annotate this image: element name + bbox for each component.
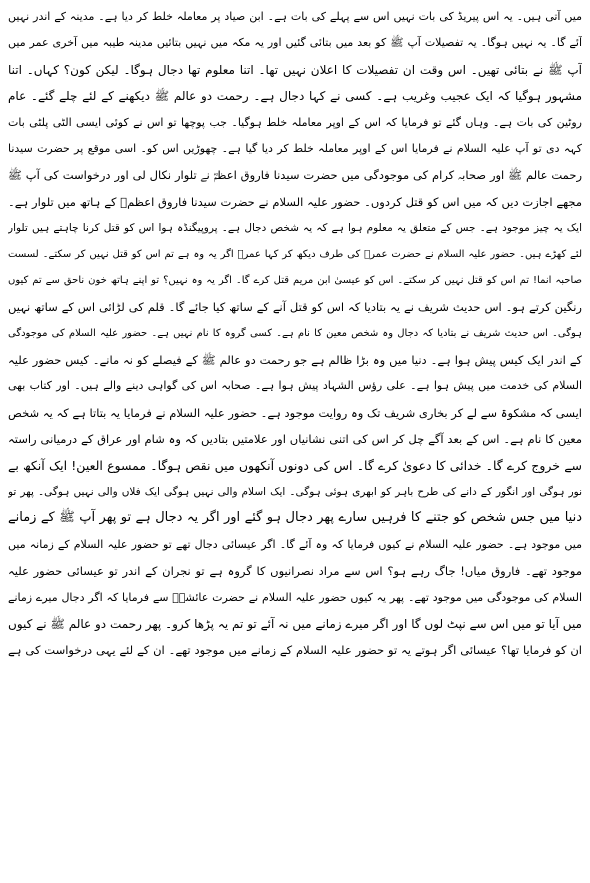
text-line: مشہور ہوگیا کہ ایک عجیب وغریب ہے۔ کسی نے کہا دجال ہے۔ رحمت دو عالم ﷺ دیکھنے کے لئے چلے گئے۔ عام: [8, 89, 582, 104]
text-line: کہہ دی تو آپ علیہ السلام نے فرمایا اس کے اوپر معاملہ خلط کر دیا گیا ہے۔ چھوڑیں اس کو۔ اسی موقع پر حضرت سیدنا: [8, 141, 582, 155]
text-line: آپ ﷺ نے بتائی تھیں۔ اس وقت ان تفصیلات کا اعلان نہیں تھا۔ اتنا معلوم تھا دجال ہوگا۔ لیکن کون؟ کہاں۔ اتنا: [8, 62, 582, 77]
text-line: السلام کی موجودگی میں موجود تھے۔ پھر یہ کیوں حضور علیہ السلام نے حضرت عائشہؓ سے فرمایا کہ اگر دجال میرے زمانے: [8, 590, 582, 604]
text-line: صاحبہ انما! تم اس کو قتل نہیں کر سکتے۔ اس کو عیسیٰ ابن مریم قتل کرے گا۔ اگر یہ وہ نہیں؟ تو اپنے ہاتھ خون ناحق سے تم کیوں: [8, 274, 582, 286]
text-line: السلام کی خدمت میں پیش ہوا ہے۔ علی رؤس الشہاد پیش ہوا ہے۔ صحابہ اس کی گواہی دینے والے ہیں۔ اور کتاب بھی: [8, 379, 582, 393]
text-line: ان کو فرمایا تھا؟ عیسائی اگر ہوتے یہ تو حضور علیہ السلام کے زمانے میں موجود تھے۔ ان کے لئے یہی درخواست کی ہے: [8, 643, 582, 658]
text-line: سے خروج کرے گا۔ خدائی کا دعویٰ کرے گا۔ اس کی دونوں آنکھوں میں نقص ہوگا۔ ممسوع العین! ایک آنکھ بے: [8, 457, 582, 473]
document-page: [8, 4, 582, 879]
text-line: نور ہوگی اور انگور کے دانے کی طرح باہر کو ابھری ہوئی ہوگی۔ ایک اسلام والی نہیں ہوگی ایک فلاں والی نہیں ہوگی۔ پھر تو: [8, 486, 582, 499]
text-line: کے اندر ایک کیس پیش ہوا ہے۔ دنیا میں وہ بڑا ظالم ہے جو رحمت دو عالم ﷺ کے فیصلے کو نہ مانے۔ کیس حضور علیہ: [8, 353, 582, 368]
text-line: رحمت عالم ﷺ اور صحابہ کرام کی موجودگی میں حضرت سیدنا فاروق اعظمؓ نے تلوار نکال لی اور درخواست کی آپ ﷺ: [8, 168, 582, 183]
text-line: مجھے اجازت دیں کہ میں اس کو قتل کردوں۔ حضور علیہ السلام نے حضرت سیدنا فاروق اعظمؓ کے ہاتھ میں تلوار ہے۔: [8, 194, 582, 209]
text-line: آئے گا۔ یہ نہیں ہوگا۔ یہ تفصیلات آپ ﷺ کو بعد میں بتائی گئیں اور یہ مکہ میں نہیں بتائیں مدینہ طیبہ میں آخری عمر میں: [8, 36, 582, 50]
text-line: دنیا میں جس شخص کو جتنے کا فرہیں سارے پھر دجال ہو گئے اور اگر یہ دجال ہے تو پھر آپ ﷺ کے زمانے: [8, 510, 582, 526]
text-line: ایسی کہ مشکوۃ سے لے کر بخاری شریف تک وہ روایت موجود ہے۔ حضور علیہ السلام نے فرمایا یہ بتاتا ہے کہ یہ شخص: [8, 405, 582, 420]
text-line: میں موجود ہے۔ حضور علیہ السلام نے کیوں فرمایا کہ وہ آئے گا۔ اگر عیسائی دجال تھے تو حضور علیہ السلام کے زمانہ میں: [8, 537, 582, 551]
text-line: روٹین کی بات ہے۔ وہاں گئے تو فرمایا کہ اس کے اوپر معاملہ خلط ہوگیا۔ جب پوچھا تو اس نے کوئی ایسی الٹی پلٹی بات: [8, 115, 582, 129]
text-line: لئے کھڑے ہیں۔ حضور علیہ السلام نے حضرت عمرؓ کی طرف دیکھ کر کہا عمرؓ اگر یہ وہ ہے تم اس کو قتل نہیں کر سکتے۔ لسست: [8, 248, 582, 260]
text-line: میں آیا تو میں اس سے نپٹ لوں گا اور اگر میرے زمانے میں نہ آئے تو تم یہ پڑھا کرو۔ پھر رحمت دو عالم ﷺ نے کیوں: [8, 616, 582, 631]
text-line: معین کا نام ہے۔ اس کے بعد آگے چل کر اس کی اتنی نشانیاں اور علامتیں بتادیں کہ وہ شام اور عراق کے درمیانی راستہ: [8, 432, 582, 447]
text-line: ہوگی۔ اس حدیث شریف نے بتادیا کہ دجال وہ شخص معین کا نام ہے۔ کسی گروہ کا نام نہیں ہے۔ حضور علیہ السلام کی موجودگی: [8, 327, 582, 339]
text-line: ایک یہ چیز موجود ہے۔ جس کے متعلق یہ معلوم ہوا ہے کہ یہ شخص دجال ہے۔ پروپیگنڈہ ہوا اس کو قتل کرنا چاہتے ہیں تلوار: [8, 222, 582, 235]
text-line: موجود تھے۔ فاروق میاں! جاگ رہے ہو؟ اس سے مراد نصرانیوں کا گروہ ہے تو نجران کے اندر تو عیسائی حضور علیہ: [8, 564, 582, 579]
text-line: میں آتی ہیں۔ یہ اس پیریڈ کی بات نہیں اس سے پہلے کی بات ہے۔ ابن صیاد پر معاملہ خلط کر دیا ہے۔ مدینہ کے اندر نہیں: [8, 10, 582, 23]
text-line: رنگین کرتے ہو۔ اس حدیث شریف نے یہ بتادیا کہ اس کو قتل آنے کے ساتھ کیا جائے گا۔ قلم کی لڑائی اس کے ساتھ نہیں: [8, 300, 582, 315]
